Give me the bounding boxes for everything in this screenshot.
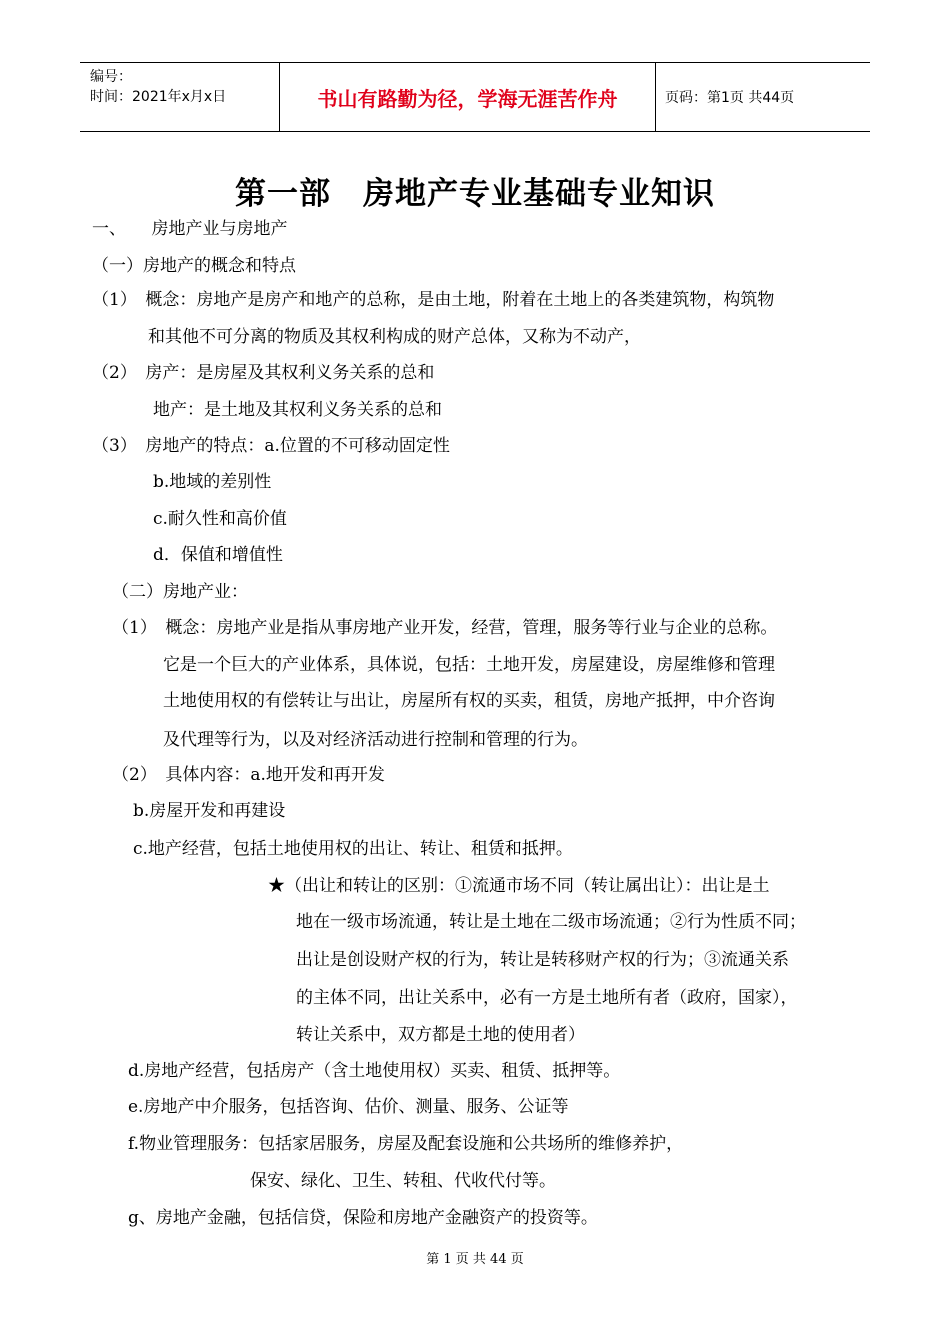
- text-line: （2） 具体内容：a.地开发和再开发: [112, 765, 385, 785]
- page-footer: 第 1 页 共 44 页: [426, 1252, 524, 1267]
- text-line: b.地域的差别性: [153, 472, 272, 492]
- header-page-info: 页码：第1页 共44页: [665, 90, 795, 106]
- subsection-heading: （一）房地产的概念和特点: [92, 256, 296, 276]
- text-line: g、房地产金融，包括信贷，保险和房地产金融资产的投资等。: [128, 1208, 598, 1228]
- page-title: 第一部 房地产专业基础专业知识: [235, 176, 715, 212]
- text-line: 土地使用权的有偿转让与出让，房屋所有权的买卖，租赁，房地产抵押，中介咨询: [163, 691, 775, 711]
- text-line: f.物业管理服务：包括家居服务，房屋及配套设施和公共场所的维修养护，: [128, 1134, 684, 1154]
- note-line: 的主体不同，出让关系中，必有一方是土地所有者（政府，国家），: [296, 988, 798, 1008]
- text-line: 及代理等行为，以及对经济活动进行控制和管理的行为。: [163, 730, 588, 750]
- text-line: 和其他不可分离的物质及其权利构成的财产总体，又称为不动产，: [148, 327, 641, 347]
- text-line: 保安、绿化、卫生、转租、代收代付等。: [250, 1171, 556, 1191]
- text-line: c.地产经营，包括土地使用权的出让、转让、租赁和抵押。: [133, 839, 573, 859]
- text-line: d．保值和增值性: [153, 545, 283, 565]
- text-line: c.耐久性和高价值: [153, 509, 287, 529]
- text-line: （3） 房地产的特点：a.位置的不可移动固定性: [92, 436, 450, 456]
- document-header: [80, 62, 870, 132]
- section-heading: 一、 房地产业与房地产: [92, 219, 288, 239]
- header-meta: [80, 63, 280, 131]
- text-line: （1） 概念：房地产业是指从事房地产业开发，经营，管理，服务等行业与企业的总称。: [112, 618, 778, 638]
- text-line: e.房地产中介服务，包括咨询、估价、测量、服务、公证等: [128, 1097, 569, 1117]
- header-motto: 书山有路勤为径，学海无涯苦作舟: [280, 63, 656, 131]
- text-line: （2） 房产：是房屋及其权利义务关系的总和: [92, 363, 435, 383]
- number-label: 编号：: [90, 69, 132, 85]
- text-line: （1） 概念：房地产是房产和地产的总称，是由土地，附着在土地上的各类建筑物，构筑物: [92, 290, 775, 310]
- time-label: 时间：2021年x月x日: [90, 89, 227, 105]
- note-line: 转让关系中，双方都是土地的使用者）: [296, 1025, 585, 1045]
- note-line: ★（出让和转让的区别：①流通市场不同（转让属出让）：出让是土: [268, 876, 770, 896]
- text-line: 它是一个巨大的产业体系，具体说，包括：土地开发，房屋建设，房屋维修和管理: [163, 655, 775, 675]
- subsection-heading: （二）房地产业：: [112, 582, 248, 602]
- text-line: 地产：是土地及其权利义务关系的总和: [153, 400, 442, 420]
- note-line: 出让是创设财产权的行为，转让是转移财产权的行为；③流通关系: [296, 950, 789, 970]
- text-line: b.房屋开发和再建设: [133, 801, 286, 821]
- note-line: 地在一级市场流通，转让是土地在二级市场流通；②行为性质不同；: [296, 912, 806, 932]
- text-line: d.房地产经营，包括房产（含土地使用权）买卖、租赁、抵押等。: [128, 1061, 621, 1081]
